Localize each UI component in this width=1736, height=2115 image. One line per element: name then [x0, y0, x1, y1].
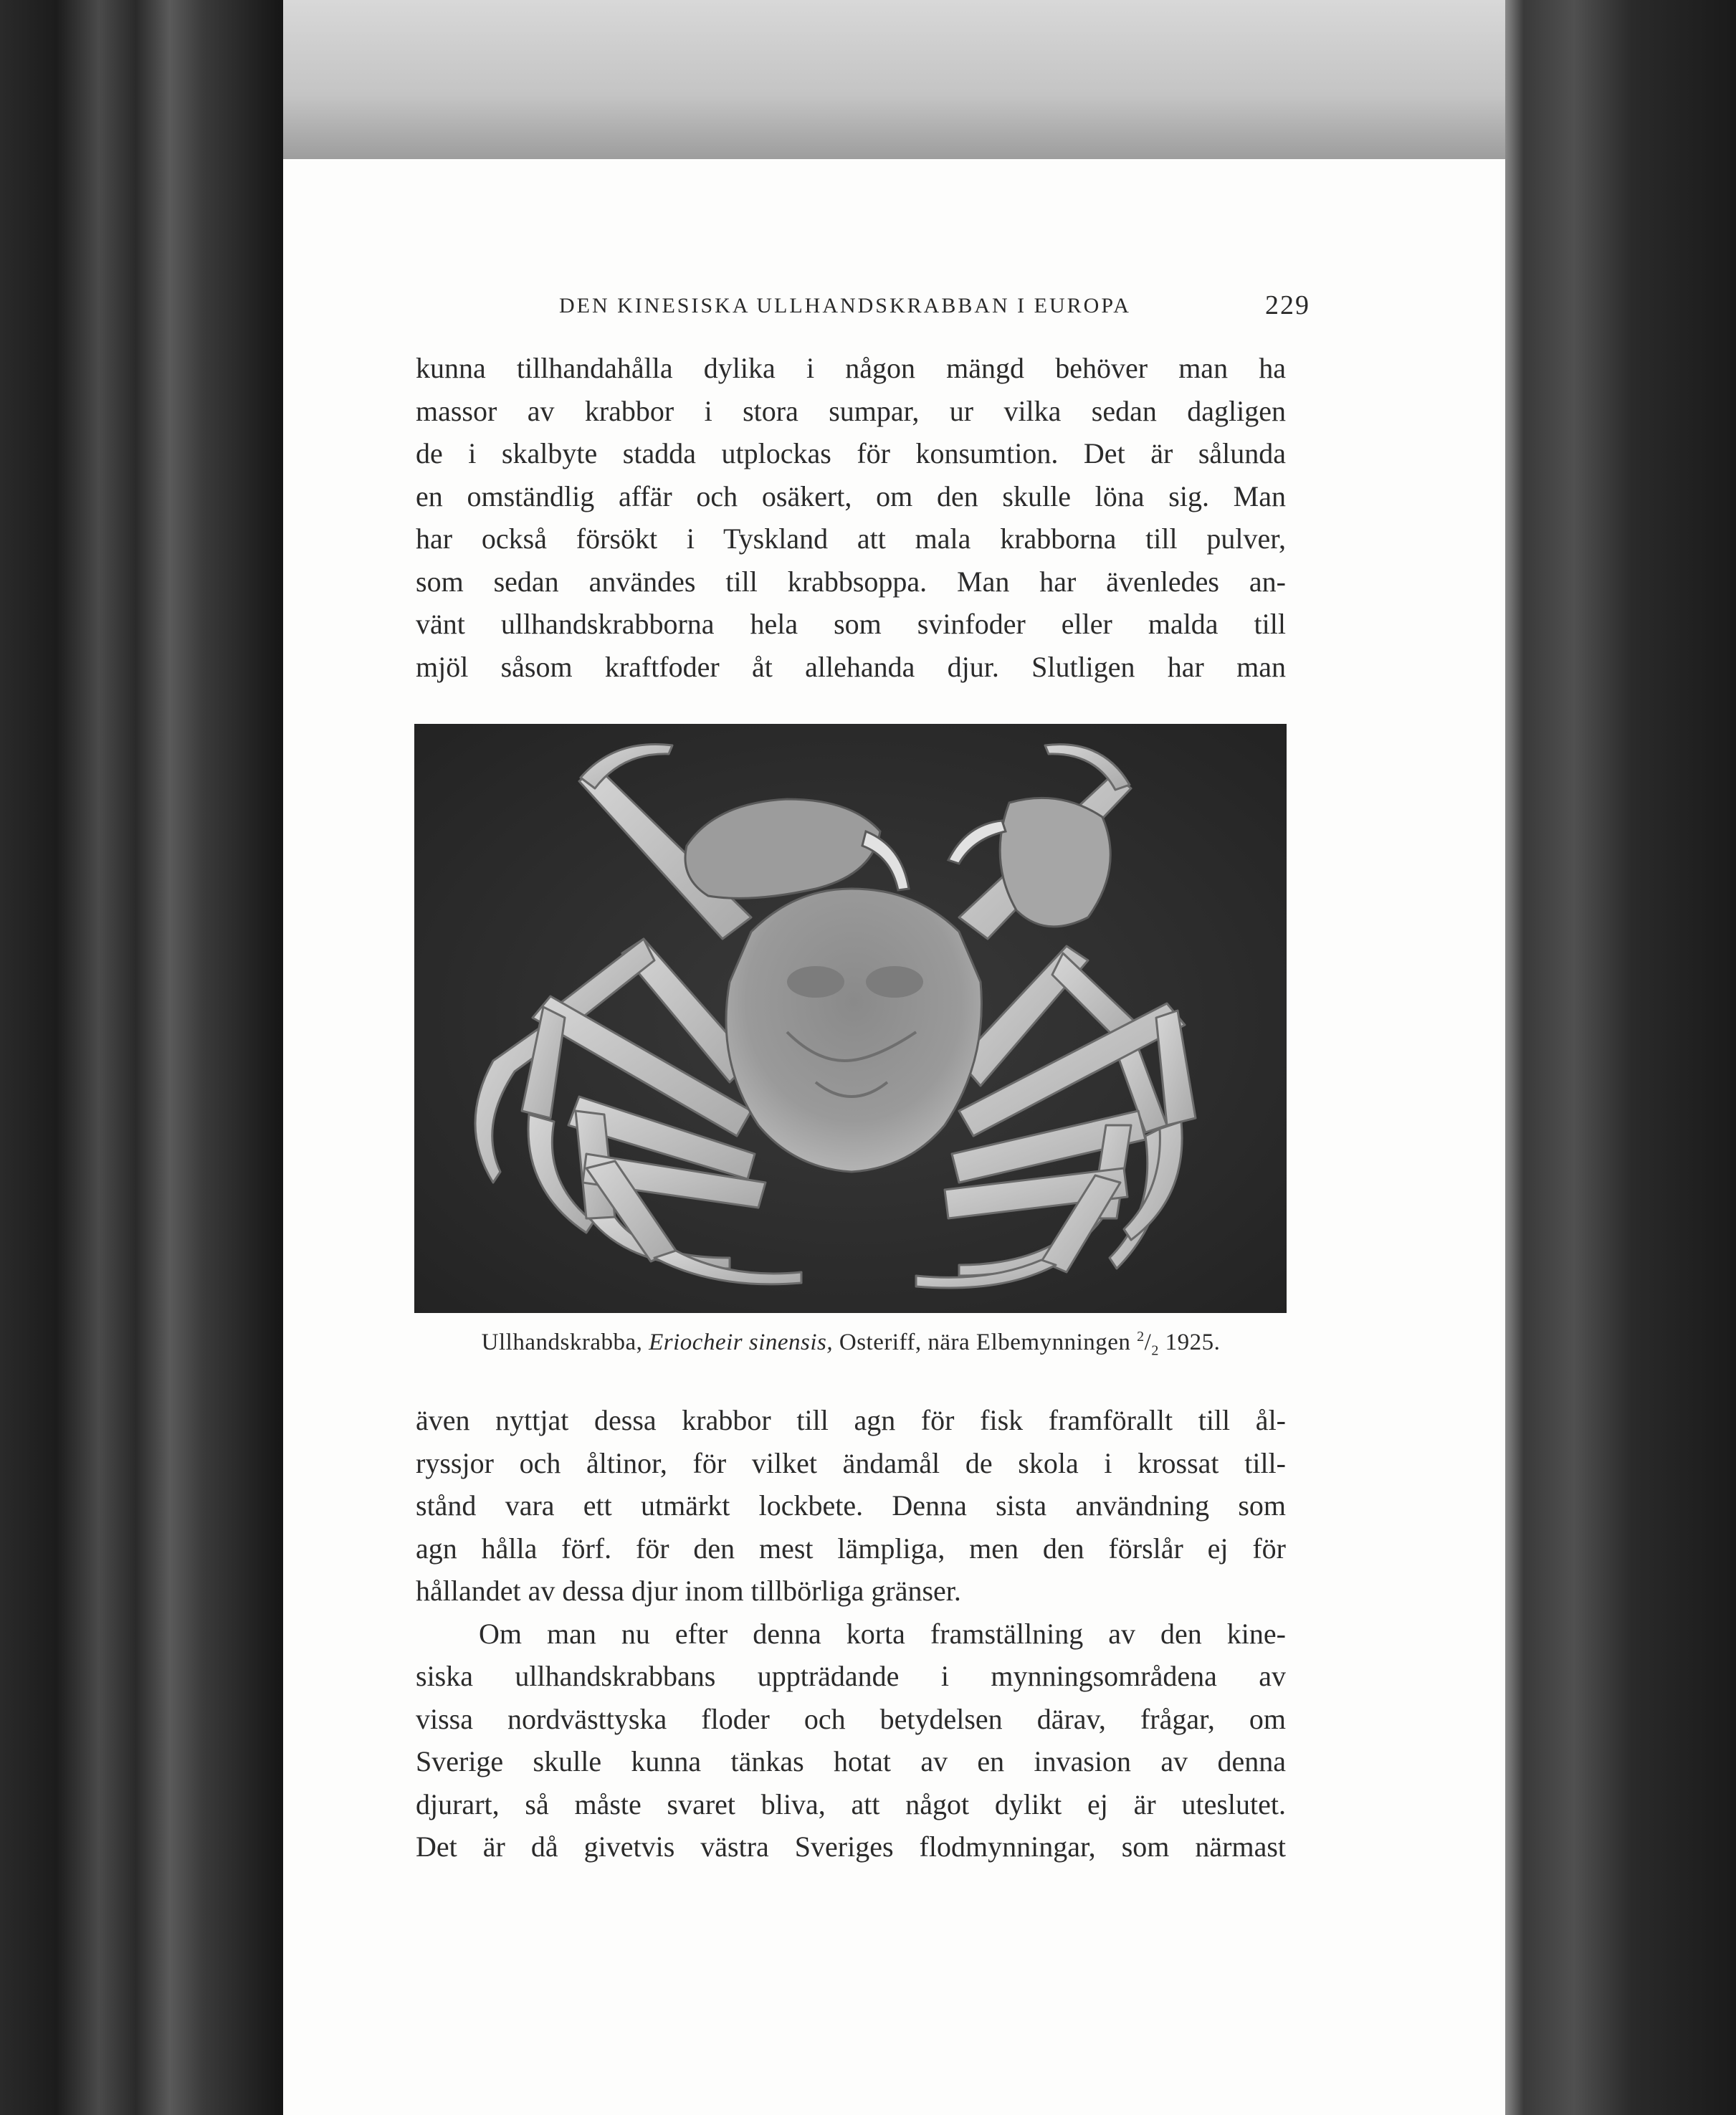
paragraph-2	[416, 1399, 1286, 1868]
scanner-margin-right	[1505, 0, 1736, 2115]
text-line: vissa nordvästtyska floder och betydelsen därav, frågar, om	[416, 1702, 1286, 1735]
running-head: DEN KINESISKA ULLHANDSKRABBAN I EUROPA	[559, 294, 1131, 318]
text-line: kunna tillhandahålla dylika i någon mängd behöver man ha	[416, 352, 1286, 384]
scanner-margin-left	[0, 0, 283, 2115]
caption-date-denominator: 2	[1151, 1342, 1159, 1359]
scanner-margin-top	[283, 0, 1505, 159]
text-line: djurart, så måste svaret bliva, att något dylikt ej är uteslutet.	[416, 1787, 1286, 1820]
text-line: en omständlig affär och osäkert, om den skulle löna sig. Man	[416, 479, 1286, 512]
paragraph-1	[416, 347, 1286, 688]
text-line: som sedan användes till krabbsoppa. Man har ävenledes an-	[416, 565, 1286, 598]
text-line: Det är då givetvis västra Sveriges flodmynningar, som närmast	[416, 1830, 1286, 1863]
caption-place: Osteriff, nära Elbemynningen	[839, 1329, 1131, 1355]
text-line: mjöl såsom kraftfoder åt allehanda djur. Slutligen har man	[416, 650, 1286, 683]
text-line: agn hålla förf. för den mest lämpliga, men den förslår ej för	[416, 1532, 1286, 1565]
crab-photograph	[414, 724, 1287, 1313]
caption-prefix: Ullhandskrabba,	[481, 1329, 643, 1355]
caption-year: 1925.	[1165, 1329, 1221, 1355]
text-line: Om man nu efter denna korta framställning av den kine-	[479, 1617, 1286, 1650]
caption-species: Eriocheir sinensis,	[649, 1329, 834, 1355]
caption-date-numerator: 2	[1137, 1329, 1145, 1345]
text-line: siska ullhandskrabbans uppträdande i mynningsområdena av	[416, 1660, 1286, 1692]
text-line: hållandet av dessa djur inom tillbörliga gränser.	[416, 1575, 961, 1607]
text-line: de i skalbyte stadda utplockas för konsumtion. Det är sålunda	[416, 437, 1286, 469]
text-line: Sverige skulle kunna tänkas hotat av en invasion av denna	[416, 1745, 1286, 1777]
caption-date-slash: /	[1144, 1329, 1152, 1355]
figure-caption	[416, 1329, 1286, 1366]
text-line: ryssjor och åltinor, för vilket ändamål de skola i krossat till-	[416, 1446, 1286, 1479]
text-line: massor av krabbor i stora sumpar, ur vilka sedan dagligen	[416, 394, 1286, 427]
crab-illustration	[414, 724, 1287, 1313]
text-line: även nyttjat dessa krabbor till agn för fisk framförallt till ål-	[416, 1404, 1286, 1436]
text-line: stånd vara ett utmärkt lockbete. Denna sista användning som	[416, 1489, 1286, 1522]
page-number: 229	[1265, 290, 1310, 320]
text-line: har också försökt i Tyskland att mala krabborna till pulver,	[416, 522, 1286, 555]
text-line: vänt ullhandskrabborna hela som svinfoder eller malda till	[416, 608, 1286, 640]
